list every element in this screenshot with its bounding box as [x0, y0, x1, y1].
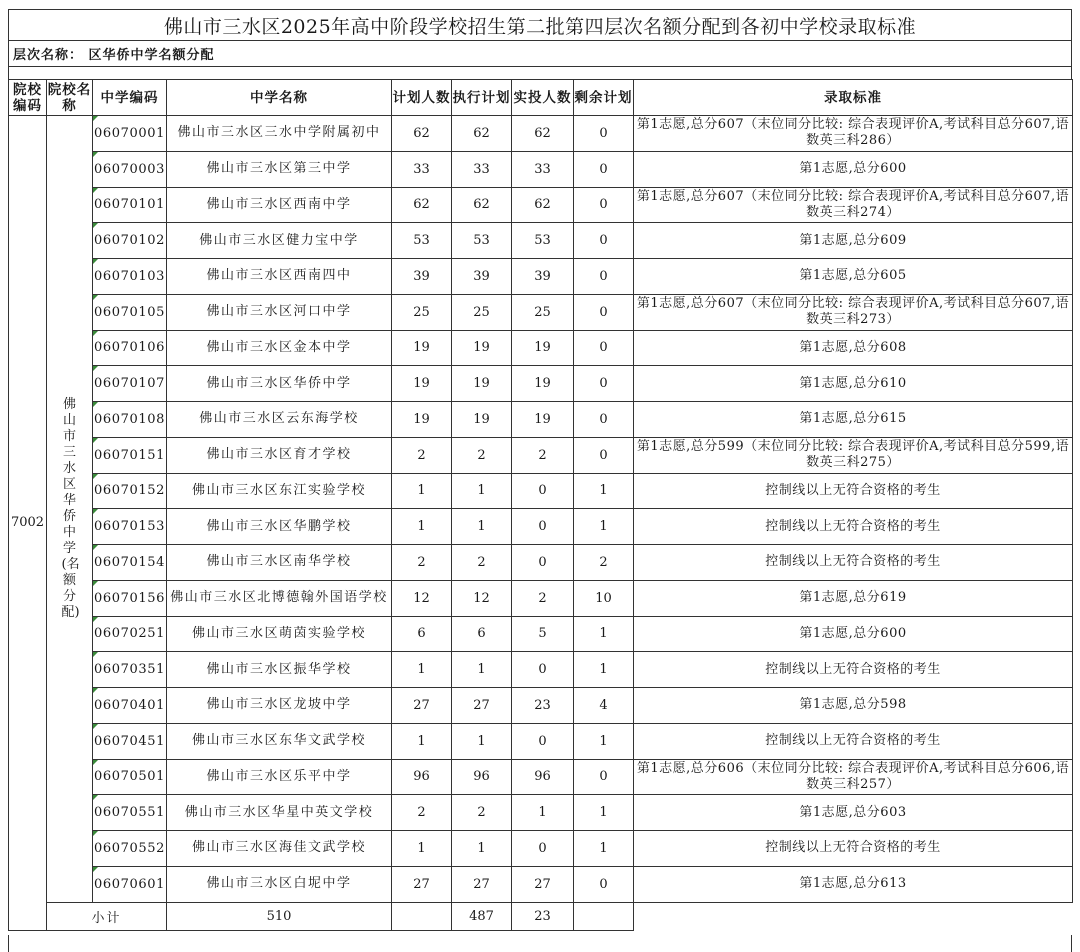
school-code-cell: 06070152 — [93, 473, 167, 509]
actual-cell: 39 — [512, 259, 574, 295]
plan-cell: 27 — [392, 866, 452, 902]
plan-cell: 27 — [392, 688, 452, 724]
plan-cell: 6 — [392, 616, 452, 652]
plan-cell: 2 — [392, 795, 452, 831]
school-code-cell: 06070401 — [93, 688, 167, 724]
standard-cell: 第1志愿,总分605 — [634, 259, 1073, 295]
exec-cell: 62 — [452, 187, 512, 223]
exec-cell: 1 — [452, 509, 512, 545]
table-row — [9, 116, 1073, 152]
remain-cell: 4 — [574, 688, 634, 724]
actual-cell: 0 — [512, 473, 574, 509]
plan-cell: 1 — [392, 473, 452, 509]
subtotal-remain: 23 — [512, 902, 574, 930]
exec-cell: 19 — [452, 366, 512, 402]
remain-cell: 0 — [574, 223, 634, 259]
table-row — [9, 223, 1073, 259]
col-header-exec: 执行计划 — [452, 80, 512, 116]
table-row — [9, 616, 1073, 652]
table-row — [9, 723, 1073, 759]
admission-table — [8, 79, 1073, 931]
subtotal-label: 小计 — [47, 902, 167, 930]
exec-cell: 27 — [452, 866, 512, 902]
table-row — [9, 151, 1073, 187]
school-code-cell: 06070101 — [93, 187, 167, 223]
remain-cell: 1 — [574, 509, 634, 545]
school-code-cell: 06070107 — [93, 366, 167, 402]
table-row — [9, 473, 1073, 509]
remain-cell: 1 — [574, 795, 634, 831]
exec-cell: 27 — [452, 688, 512, 724]
plan-cell: 39 — [392, 259, 452, 295]
school-code-cell: 06070552 — [93, 831, 167, 867]
school-name-cell: 佛山市三水区华侨中学 — [167, 366, 392, 402]
bottom-strip — [8, 935, 1072, 952]
exec-cell: 6 — [452, 616, 512, 652]
school-name-cell: 佛山市三水区白坭中学 — [167, 866, 392, 902]
actual-cell: 1 — [512, 795, 574, 831]
spacer-row — [8, 67, 1072, 79]
standard-cell: 第1志愿,总分608 — [634, 330, 1073, 366]
plan-cell: 62 — [392, 116, 452, 152]
subtotal-plan: 510 — [167, 902, 392, 930]
col-header-school-code: 中学编码 — [93, 80, 167, 116]
standard-cell: 第1志愿,总分599（末位同分比较: 综合表现评价A,考试科目总分599,语数英三科275） — [634, 437, 1073, 473]
exec-cell: 33 — [452, 151, 512, 187]
exec-cell: 1 — [452, 831, 512, 867]
subtotal-exec — [392, 902, 452, 930]
school-code-cell: 06070551 — [93, 795, 167, 831]
actual-cell: 62 — [512, 116, 574, 152]
remain-cell: 0 — [574, 294, 634, 330]
school-name-cell: 佛山市三水区东江实验学校 — [167, 473, 392, 509]
exec-cell: 25 — [452, 294, 512, 330]
remain-cell: 0 — [574, 151, 634, 187]
plan-cell: 19 — [392, 366, 452, 402]
standard-cell: 控制线以上无符合资格的考生 — [634, 509, 1073, 545]
actual-cell: 25 — [512, 294, 574, 330]
exec-cell: 12 — [452, 580, 512, 616]
table-row — [9, 187, 1073, 223]
table-row — [9, 795, 1073, 831]
remain-cell: 10 — [574, 580, 634, 616]
school-code-cell: 06070001 — [93, 116, 167, 152]
school-name-cell: 佛山市三水区龙坡中学 — [167, 688, 392, 724]
school-code-cell: 06070153 — [93, 509, 167, 545]
plan-cell: 19 — [392, 330, 452, 366]
remain-cell: 0 — [574, 366, 634, 402]
col-header-standard: 录取标准 — [634, 80, 1073, 116]
school-code-cell: 06070103 — [93, 259, 167, 295]
exec-cell: 39 — [452, 259, 512, 295]
school-name-cell: 佛山市三水区三水中学附属初中 — [167, 116, 392, 152]
actual-cell: 0 — [512, 723, 574, 759]
actual-cell: 19 — [512, 330, 574, 366]
school-name-cell: 佛山市三水区第三中学 — [167, 151, 392, 187]
remain-cell: 0 — [574, 866, 634, 902]
standard-cell: 第1志愿,总分607（末位同分比较: 综合表现评价A,考试科目总分607,语数英三科274） — [634, 187, 1073, 223]
plan-cell: 1 — [392, 652, 452, 688]
standard-cell: 第1志愿,总分609 — [634, 223, 1073, 259]
standard-cell: 控制线以上无符合资格的考生 — [634, 545, 1073, 581]
exec-cell: 1 — [452, 652, 512, 688]
school-name-cell: 佛山市三水区乐平中学 — [167, 759, 392, 795]
school-name-cell: 佛山市三水区南华学校 — [167, 545, 392, 581]
actual-cell: 0 — [512, 831, 574, 867]
table-row — [9, 402, 1073, 438]
school-code-cell: 06070003 — [93, 151, 167, 187]
actual-cell: 5 — [512, 616, 574, 652]
remain-cell: 0 — [574, 187, 634, 223]
actual-cell: 96 — [512, 759, 574, 795]
institution-name: 佛山市三水区华侨中学(名额分配) — [47, 116, 93, 903]
table-row — [9, 330, 1073, 366]
standard-cell: 控制线以上无符合资格的考生 — [634, 831, 1073, 867]
actual-cell: 27 — [512, 866, 574, 902]
school-name-cell: 佛山市三水区萌茵实验学校 — [167, 616, 392, 652]
subtotal-actual: 487 — [452, 902, 512, 930]
actual-cell: 0 — [512, 652, 574, 688]
exec-cell: 19 — [452, 330, 512, 366]
remain-cell: 1 — [574, 652, 634, 688]
exec-cell: 1 — [452, 473, 512, 509]
plan-cell: 1 — [392, 509, 452, 545]
remain-cell: 0 — [574, 116, 634, 152]
plan-cell: 62 — [392, 187, 452, 223]
standard-cell: 第1志愿,总分603 — [634, 795, 1073, 831]
school-code-cell: 06070154 — [93, 545, 167, 581]
table-row — [9, 259, 1073, 295]
standard-cell: 控制线以上无符合资格的考生 — [634, 652, 1073, 688]
col-header-school-name: 中学名称 — [167, 80, 392, 116]
table-row — [9, 688, 1073, 724]
plan-cell: 33 — [392, 151, 452, 187]
standard-cell: 第1志愿,总分615 — [634, 402, 1073, 438]
exec-cell: 2 — [452, 437, 512, 473]
plan-cell: 12 — [392, 580, 452, 616]
col-header-remain: 剩余计划 — [574, 80, 634, 116]
school-code-cell: 06070251 — [93, 616, 167, 652]
standard-cell: 第1志愿,总分619 — [634, 580, 1073, 616]
standard-cell: 第1志愿,总分610 — [634, 366, 1073, 402]
school-name-cell: 佛山市三水区振华学校 — [167, 652, 392, 688]
exec-cell: 62 — [452, 116, 512, 152]
remain-cell: 0 — [574, 437, 634, 473]
school-code-cell: 06070102 — [93, 223, 167, 259]
plan-cell: 1 — [392, 831, 452, 867]
exec-cell: 1 — [452, 723, 512, 759]
table-row — [9, 437, 1073, 473]
remain-cell: 1 — [574, 616, 634, 652]
school-code-cell: 06070151 — [93, 437, 167, 473]
remain-cell: 0 — [574, 759, 634, 795]
table-row — [9, 294, 1073, 330]
standard-cell: 第1志愿,总分600 — [634, 151, 1073, 187]
school-code-cell: 06070108 — [93, 402, 167, 438]
actual-cell: 0 — [512, 509, 574, 545]
school-code-cell: 06070451 — [93, 723, 167, 759]
standard-cell: 控制线以上无符合资格的考生 — [634, 473, 1073, 509]
school-name-cell: 佛山市三水区健力宝中学 — [167, 223, 392, 259]
document-title: 佛山市三水区2025年高中阶段学校招生第二批第四层次名额分配到各初中学校录取标准 — [8, 9, 1072, 41]
table-row — [9, 652, 1073, 688]
exec-cell: 96 — [452, 759, 512, 795]
actual-cell: 19 — [512, 366, 574, 402]
school-name-cell: 佛山市三水区北博德翰外国语学校 — [167, 580, 392, 616]
plan-cell: 53 — [392, 223, 452, 259]
school-name-cell: 佛山市三水区育才学校 — [167, 437, 392, 473]
plan-cell: 2 — [392, 545, 452, 581]
plan-cell: 25 — [392, 294, 452, 330]
remain-cell: 1 — [574, 723, 634, 759]
actual-cell: 19 — [512, 402, 574, 438]
institution-code: 7002 — [9, 116, 47, 931]
standard-cell: 第1志愿,总分607（末位同分比较: 综合表现评价A,考试科目总分607,语数英三科273） — [634, 294, 1073, 330]
school-name-cell: 佛山市三水区金本中学 — [167, 330, 392, 366]
col-header-plan: 计划人数 — [392, 80, 452, 116]
remain-cell: 2 — [574, 545, 634, 581]
table-row — [9, 509, 1073, 545]
actual-cell: 2 — [512, 437, 574, 473]
plan-cell: 2 — [392, 437, 452, 473]
actual-cell: 23 — [512, 688, 574, 724]
actual-cell: 33 — [512, 151, 574, 187]
school-name-cell: 佛山市三水区东华文武学校 — [167, 723, 392, 759]
plan-cell: 19 — [392, 402, 452, 438]
header-row — [9, 80, 1073, 116]
col-header-inst-code: 院校编码 — [9, 80, 47, 116]
remain-cell: 1 — [574, 831, 634, 867]
level-name-row — [8, 40, 1072, 67]
subtotal-standard — [574, 902, 634, 930]
table-row — [9, 831, 1073, 867]
school-name-cell: 佛山市三水区海佳文武学校 — [167, 831, 392, 867]
table-body — [9, 116, 1073, 931]
remain-cell: 0 — [574, 330, 634, 366]
school-name-cell: 佛山市三水区云东海学校 — [167, 402, 392, 438]
standard-cell: 控制线以上无符合资格的考生 — [634, 723, 1073, 759]
standard-cell: 第1志愿,总分606（末位同分比较: 综合表现评价A,考试科目总分606,语数英三科257） — [634, 759, 1073, 795]
subtotal-row — [9, 902, 1073, 930]
plan-cell: 96 — [392, 759, 452, 795]
actual-cell: 2 — [512, 580, 574, 616]
school-code-cell: 06070501 — [93, 759, 167, 795]
exec-cell: 2 — [452, 545, 512, 581]
table-row — [9, 866, 1073, 902]
standard-cell: 第1志愿,总分613 — [634, 866, 1073, 902]
school-code-cell: 06070106 — [93, 330, 167, 366]
school-code-cell: 06070601 — [93, 866, 167, 902]
school-name-cell: 佛山市三水区华鹏学校 — [167, 509, 392, 545]
level-name: 层次名称： 区华侨中学名额分配 — [13, 47, 215, 63]
exec-cell: 2 — [452, 795, 512, 831]
standard-cell: 第1志愿,总分598 — [634, 688, 1073, 724]
actual-cell: 53 — [512, 223, 574, 259]
table-row — [9, 366, 1073, 402]
remain-cell: 1 — [574, 473, 634, 509]
remain-cell: 0 — [574, 259, 634, 295]
exec-cell: 53 — [452, 223, 512, 259]
remain-cell: 0 — [574, 402, 634, 438]
actual-cell: 0 — [512, 545, 574, 581]
exec-cell: 19 — [452, 402, 512, 438]
school-code-cell: 06070156 — [93, 580, 167, 616]
school-name-cell: 佛山市三水区西南四中 — [167, 259, 392, 295]
actual-cell: 62 — [512, 187, 574, 223]
school-name-cell: 佛山市三水区华星中英文学校 — [167, 795, 392, 831]
table-row — [9, 580, 1073, 616]
standard-cell: 第1志愿,总分600 — [634, 616, 1073, 652]
standard-cell: 第1志愿,总分607（末位同分比较: 综合表现评价A,考试科目总分607,语数英三科286） — [634, 116, 1073, 152]
school-name-cell: 佛山市三水区河口中学 — [167, 294, 392, 330]
school-name-cell: 佛山市三水区西南中学 — [167, 187, 392, 223]
table-row — [9, 545, 1073, 581]
school-code-cell: 06070105 — [93, 294, 167, 330]
table-row — [9, 759, 1073, 795]
col-header-inst-name: 院校名称 — [47, 81, 92, 114]
school-code-cell: 06070351 — [93, 652, 167, 688]
col-header-actual: 实投人数 — [512, 80, 574, 116]
plan-cell: 1 — [392, 723, 452, 759]
